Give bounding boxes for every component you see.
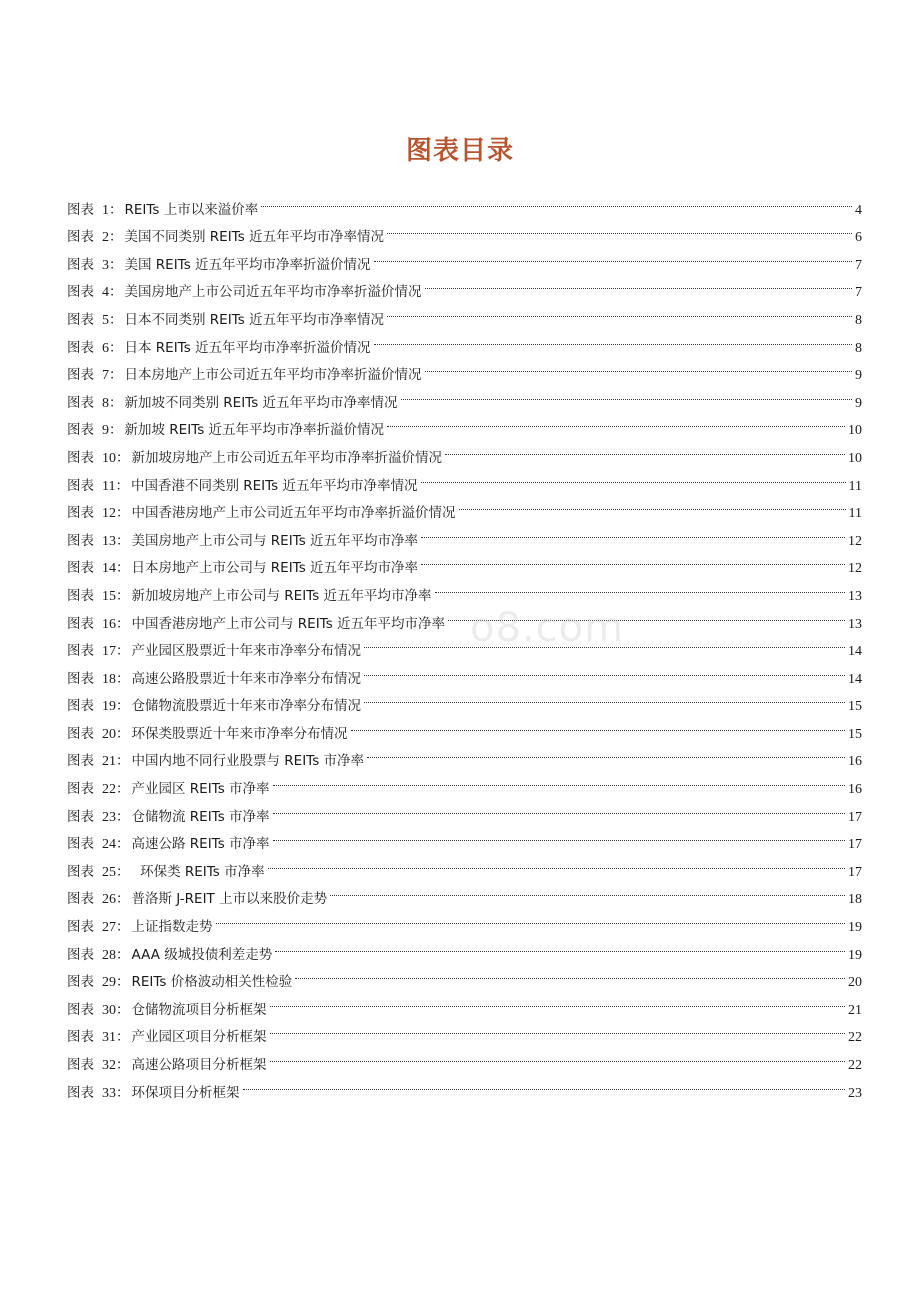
toc-entry-colon: ：: [116, 1057, 130, 1073]
toc-dot-leader: [367, 738, 845, 766]
toc-entry-prefix: 图表: [67, 919, 94, 936]
toc-entry-number: 11: [102, 478, 116, 494]
toc-entry-number: 21: [102, 754, 116, 770]
toc-entry-page-number: 17: [848, 864, 862, 880]
toc-entry-colon: ：: [116, 1001, 130, 1018]
toc-entry-page-number: 9: [855, 368, 862, 384]
toc-entry-colon: ：: [116, 808, 130, 825]
toc-entry-prefix: 图表: [67, 560, 94, 577]
toc-entry-colon: ：: [109, 339, 123, 356]
toc-entry-number: 18: [102, 671, 116, 687]
toc-entry-number: 22: [102, 782, 116, 798]
toc-entry-page-number: 17: [848, 837, 862, 853]
toc-dot-leader: [387, 407, 845, 435]
toc-entry-title: 新加坡 REITs 近五年平均市净率折溢价情况: [124, 422, 385, 439]
toc-entry-number: 31: [102, 1030, 116, 1046]
toc-entry-prefix: 图表: [67, 670, 94, 687]
toc-entry-prefix: 图表: [67, 946, 94, 963]
toc-entry-title: 环保类股票近十年来市净率分布情况: [131, 725, 348, 742]
toc-dot-leader: [295, 959, 845, 987]
toc-entry-colon: ：: [109, 311, 123, 328]
toc-entry-number: 12: [102, 506, 116, 522]
toc-entry-colon: ：: [116, 836, 130, 853]
toc-entry-number: 17: [102, 644, 116, 660]
table-of-figures: [67, 186, 862, 1101]
toc-dot-leader: [421, 517, 845, 545]
toc-entry-page-number: 11: [848, 478, 862, 494]
toc-entry-number: 14: [102, 561, 116, 577]
toc-entry-page-number: 10: [848, 450, 862, 466]
toc-entry-colon: ：: [116, 753, 130, 770]
toc-entry-number: 10: [102, 450, 116, 466]
toc-entry-page-number: 19: [848, 947, 862, 963]
toc-entry-number: 28: [102, 947, 116, 963]
toc-entry-prefix: 图表: [67, 1084, 94, 1101]
toc-entry-colon: ：: [116, 670, 130, 687]
toc-dot-leader: [270, 1041, 846, 1069]
toc-entry-colon: ：: [116, 643, 130, 660]
toc-entry-prefix: 图表: [67, 477, 94, 494]
toc-entry-prefix: 图表: [67, 311, 94, 328]
toc-entry-number: 1: [102, 202, 109, 218]
toc-entry-page-number: 17: [848, 809, 862, 825]
toc-dot-leader: [364, 628, 845, 656]
toc-entry-page-number: 14: [848, 644, 862, 660]
toc-entry-colon: ：: [116, 974, 130, 991]
toc-entry-title: 环保类 REITs 市净率: [131, 863, 265, 880]
toc-entry-page-number: 8: [855, 340, 862, 356]
toc-entry-page-number: 4: [855, 202, 862, 218]
toc-entry-prefix: 图表: [67, 1029, 94, 1046]
toc-entry-prefix: 图表: [67, 532, 94, 549]
toc-entry-title: 上证指数走势: [131, 919, 213, 936]
toc-entry-prefix: 图表: [67, 284, 94, 301]
toc-entry-number: 32: [102, 1058, 116, 1073]
toc-dot-leader: [401, 379, 852, 407]
toc-dot-leader: [448, 600, 845, 628]
toc-entry-colon: ：: [116, 449, 130, 466]
toc-entry-prefix: 图表: [67, 808, 94, 825]
toc-entry-title: REITs 上市以来溢价率: [124, 201, 259, 218]
toc-entry-prefix: 图表: [67, 505, 94, 522]
toc-entry-title: 普洛斯 J-REIT 上市以来股价走势: [131, 891, 328, 908]
toc-entry-title: 美国 REITs 近五年平均市净率折溢价情况: [124, 256, 371, 273]
toc-entry-title: REITs 价格波动相关性检验: [131, 974, 293, 991]
toc-entry-colon: ：: [116, 891, 130, 908]
toc-entry-number: 26: [102, 892, 116, 908]
toc-entry-page-number: 20: [848, 975, 862, 991]
toc-entry-colon: ：: [109, 394, 123, 411]
toc-entry-page-number: 8: [855, 312, 862, 328]
toc-entry-page-number: 19: [848, 920, 862, 936]
toc-entry-page-number: 11: [848, 506, 862, 522]
toc-entry-prefix: 图表: [67, 1057, 94, 1073]
toc-entry-prefix: 图表: [67, 587, 94, 604]
toc-entry-page-number: 7: [855, 257, 862, 273]
toc-dot-leader: [268, 848, 845, 876]
toc-entry-number: 7: [102, 368, 109, 384]
toc-entry-number: 9: [102, 423, 109, 439]
toc-entry-prefix: 图表: [67, 643, 94, 660]
toc-entry-page-number: 12: [848, 533, 862, 549]
toc-entry-colon: ：: [116, 505, 130, 522]
toc-entry-prefix: 图表: [67, 698, 94, 715]
toc-entry-colon: ：: [116, 587, 130, 604]
toc-dot-leader: [435, 572, 845, 600]
toc-entry-colon: ：: [115, 477, 129, 494]
toc-entry-number: 15: [102, 588, 116, 604]
toc-entry-colon: ：: [116, 1084, 130, 1101]
toc-dot-leader: [273, 765, 845, 793]
toc-entry-prefix: 图表: [67, 725, 94, 742]
toc-entry-page-number: 21: [848, 1002, 862, 1018]
toc-entry-number: 19: [102, 699, 116, 715]
toc-entry-prefix: 图表: [67, 229, 94, 246]
toc-entry-number: 4: [102, 285, 109, 301]
toc-dot-leader: [270, 986, 846, 1014]
toc-entry-title: 美国房地产上市公司与 REITs 近五年平均市净率: [131, 532, 419, 549]
toc-entry-title: 日本房地产上市公司与 REITs 近五年平均市净率: [131, 560, 419, 577]
toc-entry[interactable]: [67, 186, 862, 218]
toc-entry-number: 29: [102, 975, 116, 991]
toc-entry-prefix: 图表: [67, 863, 94, 880]
toc-entry-colon: ：: [116, 560, 130, 577]
toc-entry-colon: ：: [116, 532, 130, 549]
toc-dot-leader: [364, 683, 845, 711]
toc-dot-leader: [273, 793, 845, 821]
toc-entry-title: 环保项目分析框架: [131, 1084, 240, 1101]
toc-entry-title: 中国香港房地产上市公司近五年平均市净率折溢价情况: [131, 505, 456, 522]
toc-dot-leader: [425, 352, 853, 380]
toc-dot-leader: [387, 214, 852, 242]
toc-entry-page-number: 15: [848, 699, 862, 715]
toc-entry-page-number: 23: [848, 1085, 862, 1101]
toc-entry-title: 仓储物流项目分析框架: [131, 1001, 267, 1018]
toc-dot-leader: [374, 241, 852, 269]
toc-dot-leader: [421, 545, 845, 573]
toc-dot-leader: [374, 324, 852, 352]
toc-entry-colon: ：: [116, 863, 130, 880]
toc-dot-leader: [330, 876, 845, 904]
toc-dot-leader: [387, 296, 852, 324]
toc-entry-page-number: 16: [848, 754, 862, 770]
toc-entry-number: 16: [102, 616, 116, 632]
toc-entry-prefix: 图表: [67, 891, 94, 908]
toc-entry-title: AAA 级城投债利差走势: [131, 946, 273, 963]
toc-entry-number: 8: [102, 395, 109, 411]
toc-entry-number: 30: [102, 1002, 116, 1018]
toc-entry-prefix: 图表: [67, 201, 94, 218]
toc-entry-title: 高速公路 REITs 市净率: [131, 836, 270, 853]
toc-entry-number: 25: [102, 864, 116, 880]
toc-entry-title: 日本 REITs 近五年平均市净率折溢价情况: [124, 339, 371, 356]
toc-dot-leader: [270, 1014, 846, 1042]
toc-entry-prefix: 图表: [67, 339, 94, 356]
toc-entry-page-number: 22: [848, 1058, 862, 1073]
toc-entry-page-number: 9: [855, 395, 862, 411]
toc-entry-title: 新加坡不同类别 REITs 近五年平均市净率情况: [124, 394, 398, 411]
toc-entry-page-number: 10: [848, 423, 862, 439]
toc-entry-prefix: 图表: [67, 449, 94, 466]
toc-entry-title: 中国香港房地产上市公司与 REITs 近五年平均市净率: [131, 615, 446, 632]
toc-entry-page-number: 14: [848, 671, 862, 687]
toc-dot-leader: [445, 434, 845, 462]
toc-entry-prefix: 图表: [67, 836, 94, 853]
toc-entry-prefix: 图表: [67, 256, 94, 273]
toc-entry-number: 33: [102, 1085, 116, 1101]
toc-entry-colon: ：: [109, 201, 123, 218]
toc-entry-colon: ：: [116, 1029, 130, 1046]
toc-entry-colon: ：: [116, 725, 130, 742]
toc-dot-leader: [351, 710, 846, 738]
toc-entry-number: 5: [102, 312, 109, 328]
toc-entry-colon: ：: [109, 256, 123, 273]
toc-entry-number: 20: [102, 726, 116, 742]
toc-entry-prefix: 图表: [67, 615, 94, 632]
toc-entry-prefix: 图表: [67, 974, 94, 991]
toc-entry-page-number: 16: [848, 782, 862, 798]
toc-entry-number: 27: [102, 920, 116, 936]
toc-entry-prefix: 图表: [67, 367, 94, 384]
toc-entry-prefix: 图表: [67, 753, 94, 770]
toc-entry-title: 新加坡房地产上市公司近五年平均市净率折溢价情况: [131, 449, 442, 466]
toc-entry-page-number: 13: [848, 616, 862, 632]
toc-entry-page-number: 15: [848, 726, 862, 742]
toc-dot-leader: [216, 903, 846, 931]
toc-entry-title: 中国香港不同类别 REITs 近五年平均市净率情况: [130, 477, 418, 494]
toc-entry-title: 高速公路项目分析框架: [131, 1057, 267, 1073]
toc-dot-leader: [459, 490, 846, 518]
toc-dot-leader: [275, 931, 845, 959]
toc-entry-prefix: 图表: [67, 781, 94, 798]
toc-entry-number: 2: [102, 230, 109, 246]
toc-entry-colon: ：: [116, 615, 130, 632]
toc-dot-leader: [425, 269, 853, 297]
toc-dot-leader: [273, 821, 845, 849]
toc-entry-prefix: 图表: [67, 422, 94, 439]
toc-entry-title: 产业园区 REITs 市净率: [131, 781, 270, 798]
toc-entry-colon: ：: [116, 919, 130, 936]
toc-entry-title: 日本房地产上市公司近五年平均市净率折溢价情况: [124, 367, 422, 384]
toc-dot-leader: [421, 462, 846, 490]
toc-entry-title: 高速公路股票近十年来市净率分布情况: [131, 670, 361, 687]
toc-entry-page-number: 22: [848, 1030, 862, 1046]
toc-dot-leader: [261, 186, 852, 214]
toc-entry-page-number: 18: [848, 892, 862, 908]
toc-entry-title: 产业园区股票近十年来市净率分布情况: [131, 643, 361, 660]
toc-entry-page-number: 7: [855, 285, 862, 301]
toc-entry-number: 23: [102, 809, 116, 825]
toc-entry-title: 仓储物流 REITs 市净率: [131, 808, 270, 825]
toc-dot-leader: [243, 1069, 846, 1097]
toc-entry-colon: ：: [109, 284, 123, 301]
toc-entry-colon: ：: [116, 781, 130, 798]
page-title: 图表目录: [405, 136, 514, 166]
toc-dot-leader: [364, 655, 845, 683]
toc-entry-colon: ：: [109, 367, 123, 384]
toc-entry-title: 美国不同类别 REITs 近五年平均市净率情况: [124, 229, 385, 246]
toc-entry-title: 中国内地不同行业股票与 REITs 市净率: [131, 753, 365, 770]
toc-entry-title: 新加坡房地产上市公司与 REITs 近五年平均市净率: [131, 587, 432, 604]
toc-entry-page-number: 6: [855, 230, 862, 246]
toc-entry-number: 13: [102, 533, 116, 549]
toc-entry-title: 产业园区项目分析框架: [131, 1029, 267, 1046]
toc-entry-colon: ：: [116, 698, 130, 715]
toc-entry-page-number: 13: [848, 588, 862, 604]
toc-entry-title: 美国房地产上市公司近五年平均市净率折溢价情况: [124, 284, 422, 301]
toc-entry-prefix: 图表: [67, 394, 94, 411]
watermark: o8.com: [470, 605, 625, 651]
toc-entry-number: 24: [102, 837, 116, 853]
toc-entry-title: 仓储物流股票近十年来市净率分布情况: [131, 698, 361, 715]
toc-entry-page-number: 12: [848, 561, 862, 577]
toc-entry-number: 3: [102, 257, 109, 273]
toc-entry-colon: ：: [109, 422, 123, 439]
toc-entry-title: 日本不同类别 REITs 近五年平均市净率情况: [124, 311, 385, 328]
toc-entry-colon: ：: [109, 229, 123, 246]
toc-entry-colon: ：: [116, 946, 130, 963]
toc-entry-prefix: 图表: [67, 1001, 94, 1018]
toc-entry-number: 6: [102, 340, 109, 356]
